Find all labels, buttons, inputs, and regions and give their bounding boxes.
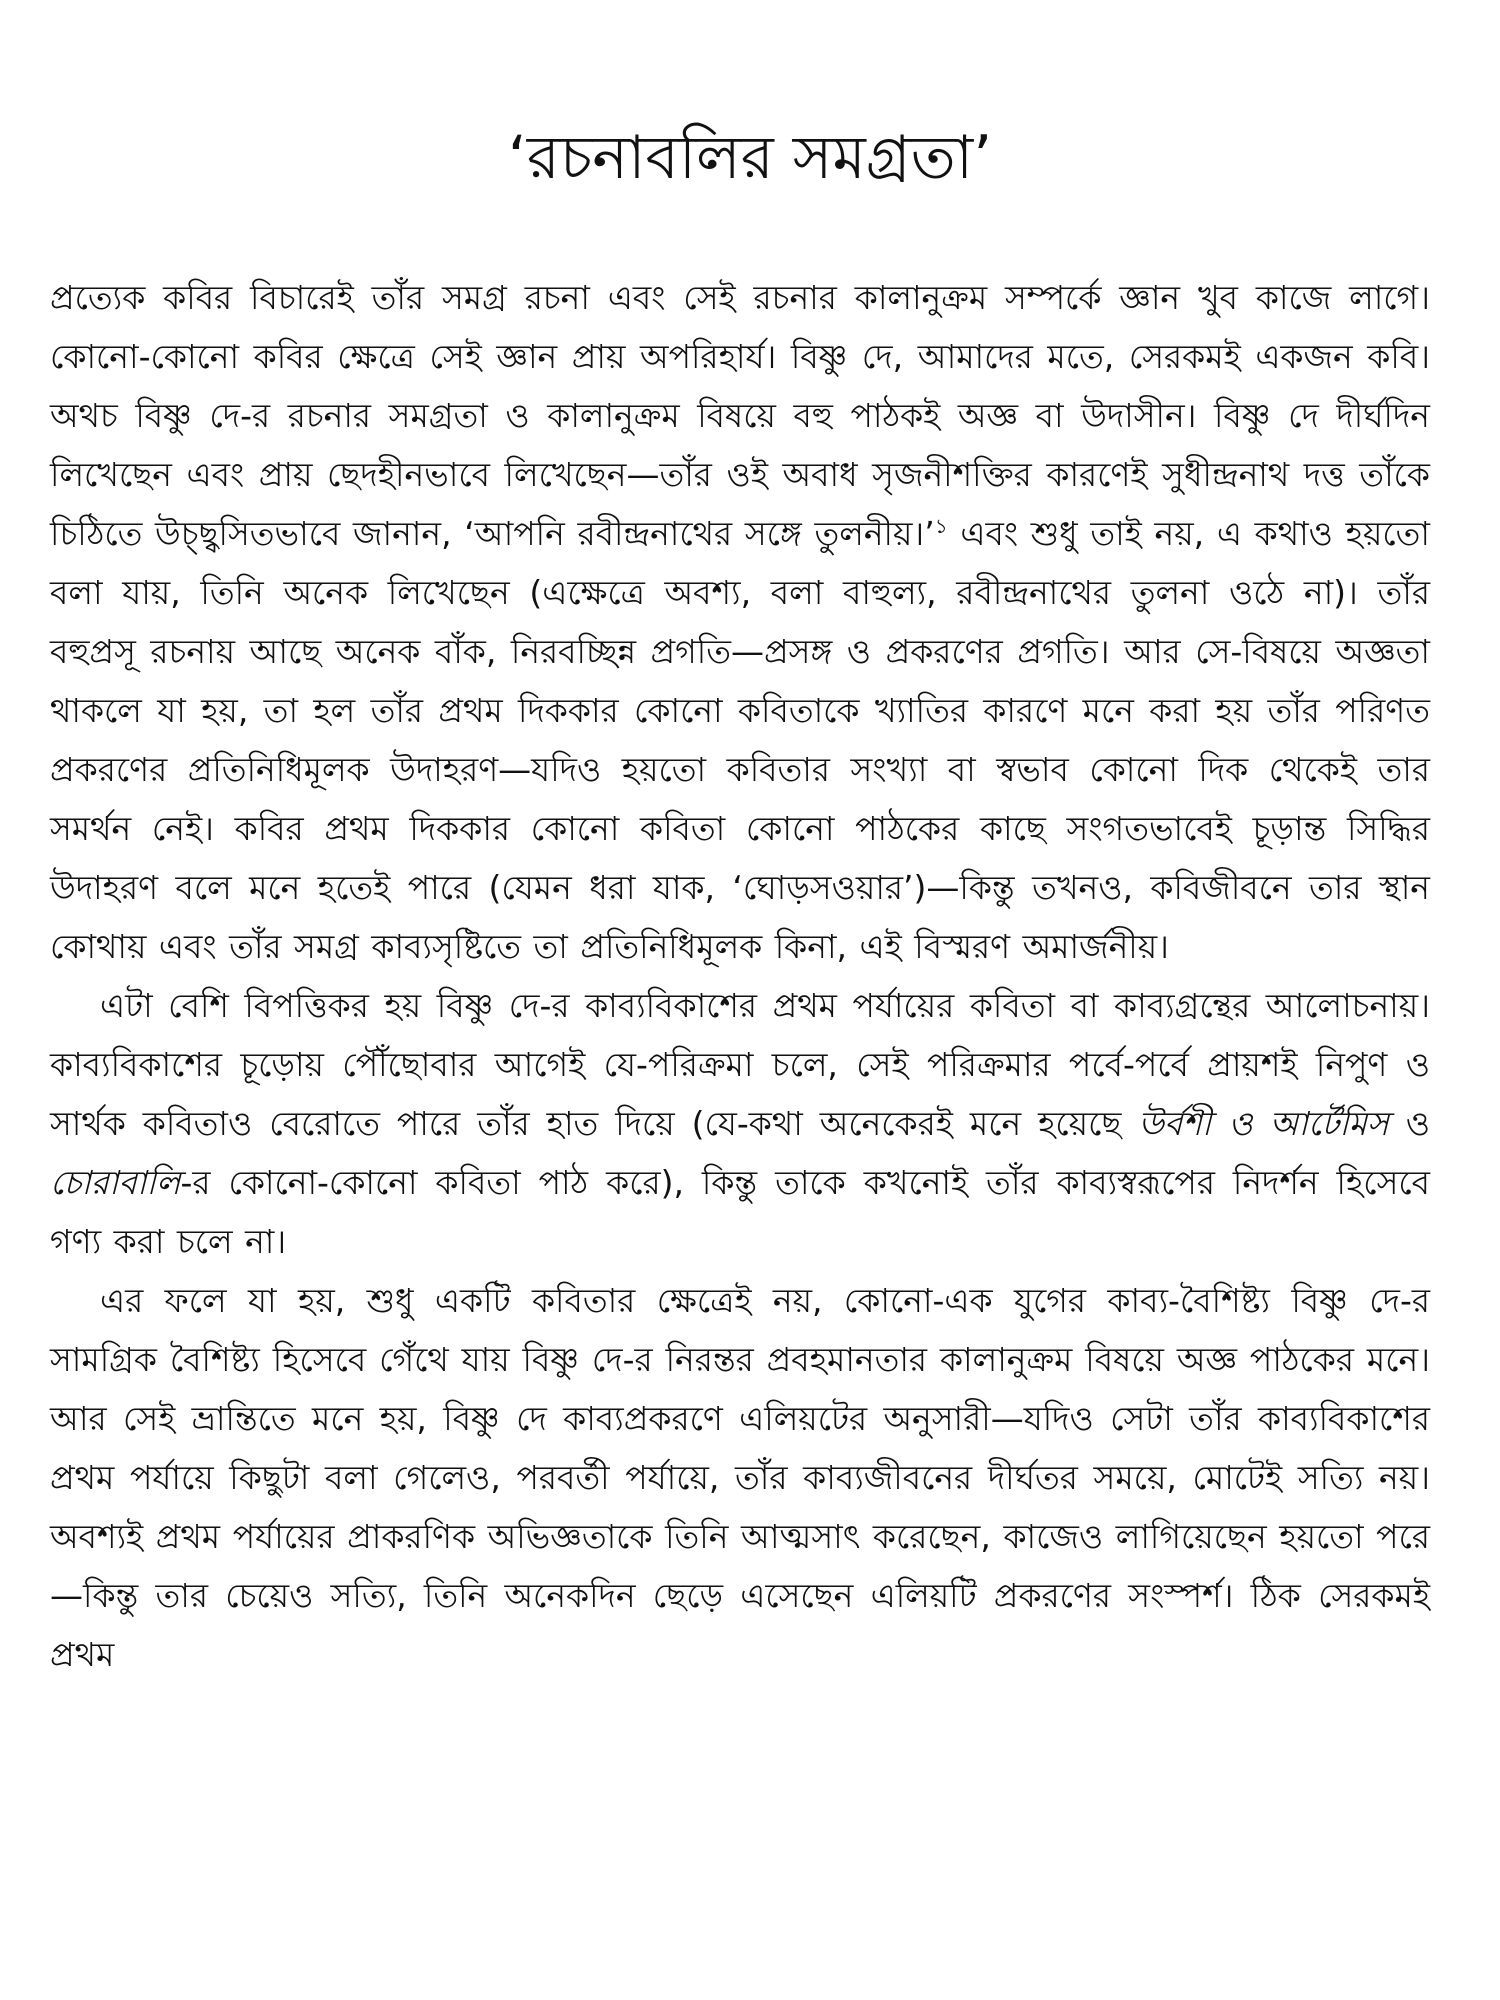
text-segment: এটা বেশি বিপত্তিকর হয় বিষ্ণু দে-র কাব্যবিকাশের প্রথম পর্যায়ের কবিতা বা কাব্যগ্রন্থের আলোচনায়। কাব্যবিকাশের চূড়োয় পৌঁছোবার আগেই যে-পরিক্রমা চলে, সেই পরিক্রমার পর্বে-পর্বে প্রায়শই নিপুণ ও সার্থক কবিতাও বেরোতে পারে তাঁর হাত দিয়ে (যে-কথা অনেকেরই মনে হয়েছে [50,986,1430,1143]
footnote-marker: ১ [934,514,948,538]
paragraph-2 [50,976,1430,1271]
paragraph-3 [50,1271,1430,1684]
body-text [50,268,1430,1684]
book-title-chorabali: চোরাবালি [50,1163,181,1202]
text-segment: -র কোনো-কোনো কবিতা পাঠ করে), কিন্তু তাকে কখনোই তাঁর কাব্যস্বরূপের নিদর্শন হিসেবে গণ্য করা চলে না। [50,1163,1430,1261]
text-segment: এবং শুধু তাই নয়, এ কথাও হয়তো বলা যায়, তিনি অনেক লিখেছেন (এক্ষেত্রে অবশ্য, বলা বাহুল্য, রবীন্দ্রনাথের তুলনা ওঠে না)। তাঁর বহুপ্রসূ রচনায় আছে অনেক বাঁক, নিরবচ্ছিন্ন প্রগতি—প্রসঙ্গ ও প্রকরণের প্রগতি। আর সে-বিষয়ে অজ্ঞতা থাকলে যা হয়, তা হল তাঁর প্রথম দিককার কোনো কবিতাকে খ্যাতির কারণে মনে করা হয় তাঁর পরিণত প্রকরণের প্রতিনিধিমূলক উদাহরণ—যদিও হয়তো কবিতার সংখ্যা বা স্বভাব কোনো দিক থেকেই তার সমর্থন নেই। কবির প্রথম দিককার কোনো কবিতা কোনো পাঠকের কাছে সংগতভাবেই চূড়ান্ত সিদ্ধির উদাহরণ বলে মনে হতেই পারে (যেমন ধরা যাক, ‘ঘোড়সওয়ার’)—কিন্তু তখনও, কবিজীবনে তার স্থান কোথায় এবং তাঁর সমগ্র কাব্যসৃষ্টিতে তা প্রতিনিধিমূলক কিনা, এই বিস্মরণ অমার্জনীয়। [50,514,1430,966]
book-title-urbashi-o-artemis: উর্বশী ও আর্টেমিস [1138,1104,1389,1143]
text-segment: এর ফলে যা হয়, শুধু একটি কবিতার ক্ষেত্রেই নয়, কোনো-এক যুগের কাব্য-বৈশিষ্ট্য বিষ্ণু দে-র সামগ্রিক বৈশিষ্ট্য হিসেবে গেঁথে যায় বিষ্ণু দে-র নিরন্তর প্রবহমানতার কালানুক্রম বিষয়ে অজ্ঞ পাঠকের মনে। আর সেই ভ্রান্তিতে মনে হয়, বিষ্ণু দে কাব্যপ্রকরণে এলিয়টের অনুসারী—যদিও সেটা তাঁর কাব্যবিকাশের প্রথম পর্যায়ে কিছুটা বলা গেলেও, পরবর্তী পর্যায়ে, তাঁর কাব্যজীবনের দীর্ঘতর সময়ে, মোটেই সত্যি নয়। অবশ্যই প্রথম পর্যায়ের প্রাকরণিক অভিজ্ঞতাকে তিনি আত্মসাৎ করেছেন, কাজেও লাগিয়েছেন হয়তো পরে—কিন্তু তার চেয়েও সত্যি, তিনি অনেকদিন ছেড়ে এসেছেন এলিয়টি প্রকরণের সংস্পর্শ। ঠিক সেরকমই প্রথম [50,1281,1430,1674]
text-segment: ও [1388,1104,1430,1143]
text-segment: প্রত্যেক কবির বিচারেই তাঁর সমগ্র রচনা এবং সেই রচনার কালানুক্রম সম্পর্কে জ্ঞান খুব কাজে লাগে। কোনো-কোনো কবির ক্ষেত্রে সেই জ্ঞান প্রায় অপরিহার্য। বিষ্ণু দে, আমাদের মতে, সেরকমই একজন কবি। অথচ বিষ্ণু দে-র রচনার সমগ্রতা ও কালানুক্রম বিষয়ে বহু পাঠকই অজ্ঞ বা উদাসীন। বিষ্ণু দে দীর্ঘদিন লিখেছেন এবং প্রায় ছেদহীনভাবে লিখেছেন—তাঁর ওই অবাধ সৃজনীশক্তির কারণেই সুধীন্দ্রনাথ দত্ত তাঁকে চিঠিতে উচ্ছ্বসিতভাবে জানান, ‘আপনি রবীন্দ্রনাথের সঙ্গে তুলনীয়।’ [50,278,1430,553]
page-title: ‘রচনাবলির সমগ্রতা’ [507,123,993,193]
paragraph-1 [50,268,1430,976]
